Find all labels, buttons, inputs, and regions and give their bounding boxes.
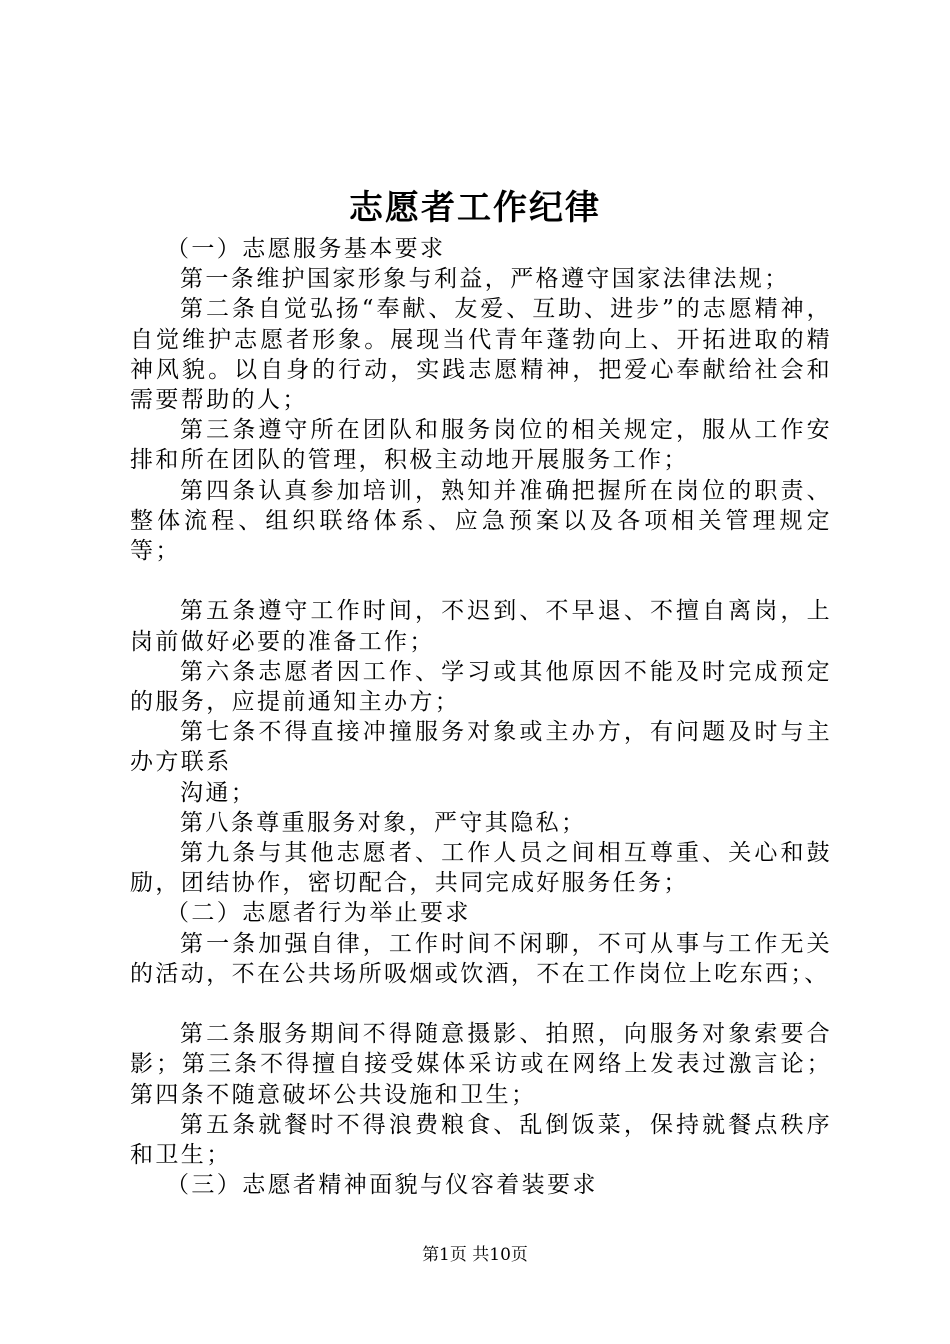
document-body — [130, 234, 832, 1200]
paragraph: 第六条志愿者因工作、学习或其他原因不能及时完成预定的服务，应提前通知主办方； — [130, 658, 832, 716]
paragraph: 第九条与其他志愿者、工作人员之间相互尊重、关心和鼓励，团结协作，密切配合，共同完成好服务任务； — [130, 840, 832, 897]
paragraph: 第一条加强自律，工作时间不闲聊，不可从事与工作无关的活动，不在公共场所吸烟或饮酒，不在工作岗位上吃东西；、 — [130, 930, 832, 987]
paragraph: 第二条自觉弘扬“奉献、友爱、互助、进步”的志愿精神，自觉维护志愿者形象。展现当代青年蓬勃向上、开拓进取的精神风貌。以自身的行动，实践志愿精神，把爱心奉献给社会和需要帮助的人； — [130, 296, 832, 414]
page-footer: 第1页 共10页 — [422, 1245, 528, 1265]
paragraph: 第七条不得直接冲撞服务对象或主办方，有问题及时与主办方联系 — [130, 719, 832, 776]
paragraph: 第四条认真参加培训，熟知并准确把握所在岗位的职责、整体流程、组织联络体系、应急预案以及各项相关管理规定等； — [130, 477, 832, 565]
paragraph: 第八条尊重服务对象，严守其隐私； — [180, 809, 587, 836]
blank-line — [130, 989, 832, 1019]
document-title: 志愿者工作纪律 — [349, 188, 601, 228]
section-heading: （三）志愿者精神面貌与仪容着装要求 — [166, 1172, 598, 1199]
paragraph: 第三条遵守所在团队和服务岗位的相关规定，服从工作安排和所在团队的管理，积极主动地开展服务工作； — [130, 417, 832, 474]
paragraph: 第五条遵守工作时间，不迟到、不早退、不擅自离岗，上岗前做好必要的准备工作； — [130, 598, 832, 655]
blank-line — [130, 566, 832, 596]
section-heading: （一）志愿服务基本要求 — [166, 236, 446, 262]
paragraph: 第二条服务期间不得随意摄影、拍照，向服务对象索要合影；第三条不得擅自接受媒体采访或在网络上发表过激言论；第四条不随意破坏公共设施和卫生； — [130, 1021, 832, 1108]
section-heading: （二）志愿者行为举止要求 — [166, 900, 471, 927]
paragraph: 第五条就餐时不得浪费粮食、乱倒饭菜，保持就餐点秩序和卫生； — [130, 1111, 832, 1169]
paragraph: 沟通； — [180, 779, 257, 806]
paragraph: 第一条维护国家形象与利益，严格遵守国家法律法规； — [180, 266, 790, 293]
